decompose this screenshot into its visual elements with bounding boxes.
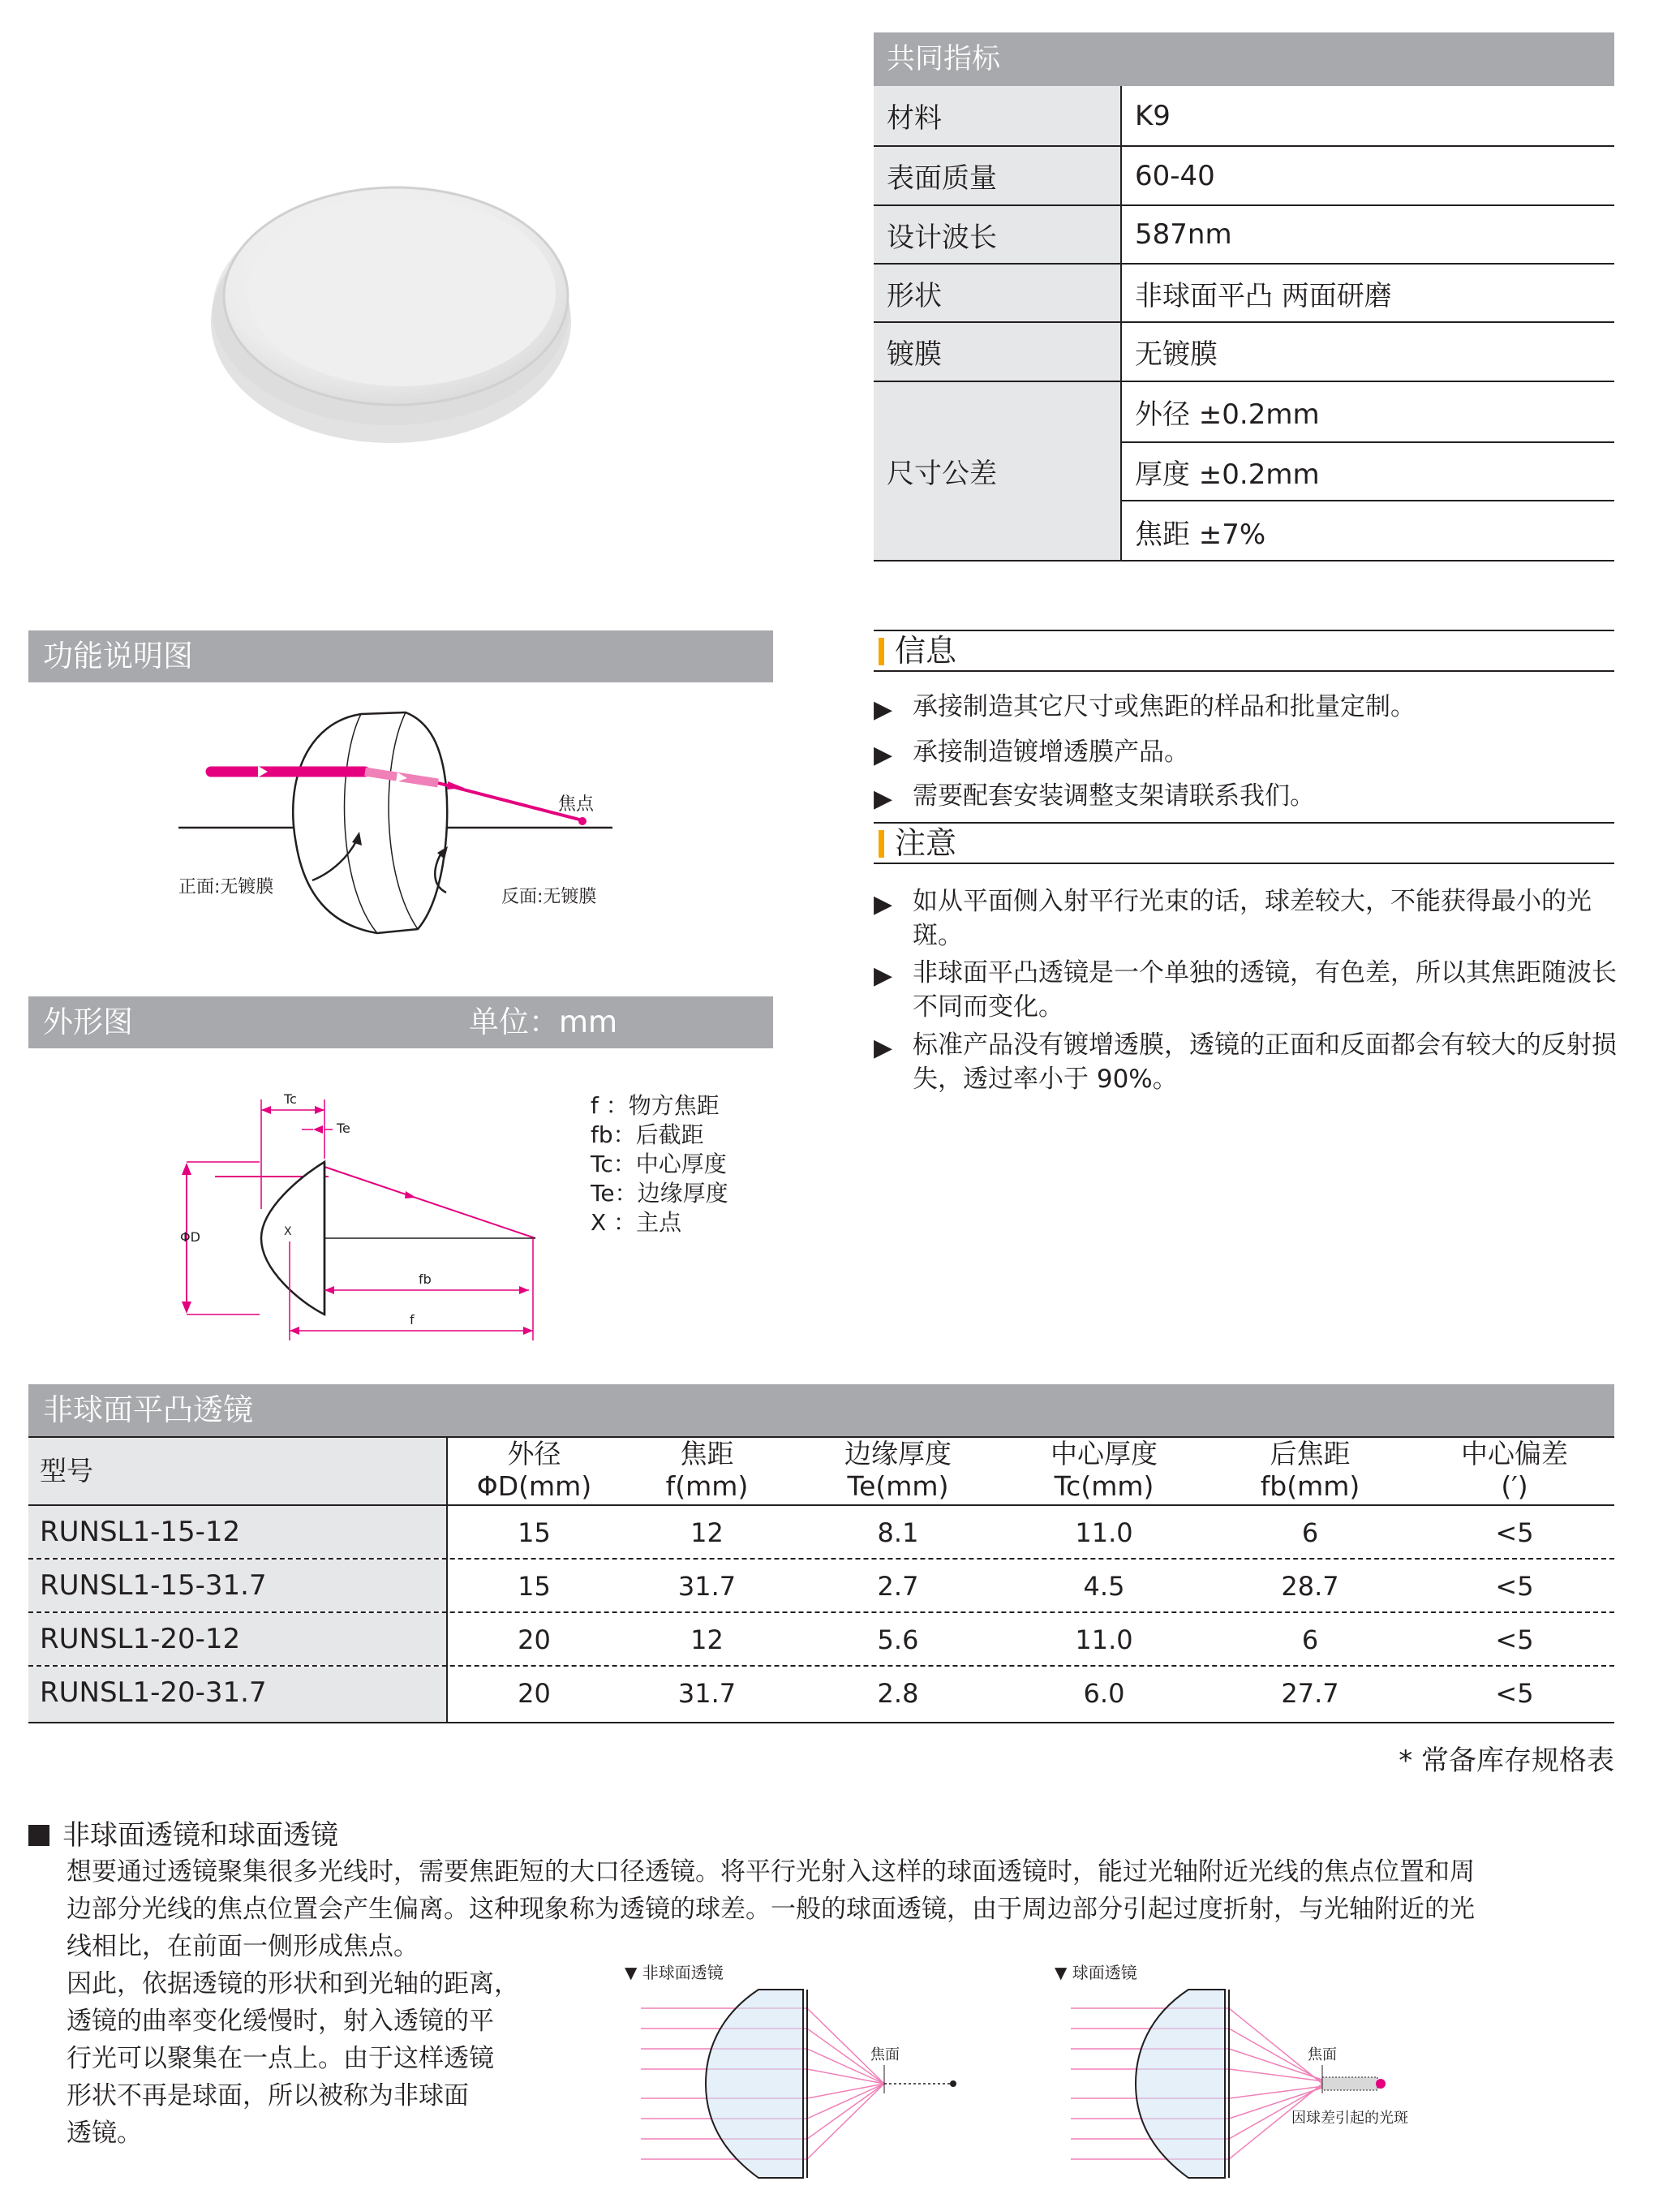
spherical-figure-title: ▼ 球面透镜 [1055,1964,1137,1982]
header-decenter: 中心偏差 (′) [1461,1438,1568,1502]
triangle-bullet-icon: ▶ [874,695,893,724]
spec-row [874,263,1614,321]
tolerance-item: 焦距 ±7% [1120,500,1614,561]
triangle-bullet-icon: ▶ [874,785,893,813]
notice-title: 注意 [895,825,957,861]
spot-label: 因球差引起的光斑 [1291,2110,1408,2127]
spec-label: 镀膜 [874,323,1120,381]
spec-row [874,204,1614,263]
spec-label: 形状 [874,265,1120,321]
spec-label: 表面质量 [874,147,1120,204]
spec-value: 无镀膜 [1120,323,1614,381]
square-bullet-icon [28,1825,49,1846]
article-paragraph-2: 因此，依据透镜的形状和到光轴的距离， 透镜的曲率变化缓慢时，射入透镜的平 行光可以聚集在一点上。由于这样透镜 形状不再是球面，所以被称为非球面 透镜。 [67,1969,519,2148]
legend-item: Te：边缘厚度 [591,1180,728,1207]
spec-label: 材料 [874,86,1120,145]
spec-table-header: 共同指标 [874,32,1614,86]
spec-row [874,321,1614,381]
triangle-bullet-icon: ▶ [874,962,893,990]
header-te: 边缘厚度 Te(mm) [844,1438,952,1502]
info-title: 信息 [895,633,957,669]
spec-row [874,145,1614,204]
header-model: 型号 [28,1438,446,1504]
outline-title-text: 外形图 [43,1005,133,1039]
header-fb: 后焦距 fb(mm) [1260,1438,1360,1502]
section-marker [879,638,884,665]
function-diagram-title: 功能说明图 [28,630,773,682]
back-label: 反面:无镀膜 [501,887,597,907]
legend-item: fb：后截距 [591,1121,704,1148]
spec-label: 设计波长 [874,206,1120,263]
lens-photo [203,162,592,454]
spec-row-tolerance [874,381,1614,560]
spec-row [874,86,1614,145]
table-row: RUNSL1-15-31.7 15 31.7 2.7 4.5 28.7 <5 [28,1560,1614,1613]
te-label: Te [337,1121,350,1136]
aspheric-lens-figure [625,1964,998,2183]
table-row: RUNSL1-20-12 20 12 5.6 11.0 6 <5 [28,1613,1614,1667]
spec-value: 非球面平凸 两面研磨 [1120,265,1614,321]
spherical-lens-figure [1055,1964,1460,2183]
product-table-header [28,1436,1614,1506]
spherical-focus-label: 焦面 [1308,2046,1337,2063]
outline-diagram-title [28,996,773,1048]
x-label: X [284,1225,292,1238]
spec-value: 587nm [1120,206,1614,263]
article-title: 非球面透镜和球面透镜 [28,1818,338,1853]
triangle-bullet-icon: ▶ [874,741,893,769]
function-diagram [162,698,649,957]
spec-value: 60-40 [1120,147,1614,204]
spec-table [874,32,1614,551]
triangle-bullet-icon: ▶ [874,890,893,919]
outline-diagram [170,1087,552,1347]
tolerance-item: 厚度 ±0.2mm [1120,441,1614,500]
column-divider [446,1436,448,1723]
spec-value: K9 [1120,86,1614,145]
fb-label: fb [419,1271,432,1287]
table-footnote: * 常备库存规格表 [1399,1745,1614,1777]
article-paragraph-1: 想要通过透镜聚集很多光线时，需要焦距短的大口径透镜。将平行光射入这样的球面透镜时，能过光轴附近光线的焦点位置和周 边部分光线的焦点位置会产生偏离。这种现象称为透镜的球差。一般的球面透镜，由于周边部分引起过度折射，与光轴附近的光 线相比，在前面一侧形成焦点。 [67,1857,1475,1961]
product-table-title: 非球面平凸透镜 [28,1384,1614,1436]
aspheric-figure-title: ▼ 非球面透镜 [625,1964,724,1982]
aspheric-focus-label: 焦面 [870,2046,900,2063]
legend-item: X ：主点 [591,1209,682,1236]
front-label: 正面:无镀膜 [178,877,274,897]
focus-label: 焦点 [558,794,595,815]
notice-section-title [874,822,1614,864]
spec-label: 尺寸公差 [874,382,1120,560]
section-marker [879,830,884,858]
header-f: 焦距 f(mm) [665,1438,749,1502]
header-od: 外径 ΦD(mm) [476,1438,592,1502]
f-label: f [410,1312,415,1327]
tolerance-item: 外径 ±0.2mm [1120,382,1614,441]
spec-table-bottom-rule [874,560,1614,561]
unit-text: 单位：mm [469,1005,618,1039]
table-row: RUNSL1-20-31.7 20 31.7 2.8 6.0 27.7 <5 [28,1667,1614,1723]
tc-label: Tc [284,1091,297,1107]
legend-item: Tc：中心厚度 [591,1151,727,1177]
legend-item: f ：物方焦距 [591,1092,720,1119]
triangle-bullet-icon: ▶ [874,1034,893,1062]
outline-legend [591,1091,728,1237]
table-row: RUNSL1-15-12 15 12 8.1 11.0 6 <5 [28,1506,1614,1560]
header-tc: 中心厚度 Tc(mm) [1051,1438,1158,1502]
od-label: ΦD [180,1229,200,1245]
info-section-title [874,630,1614,672]
